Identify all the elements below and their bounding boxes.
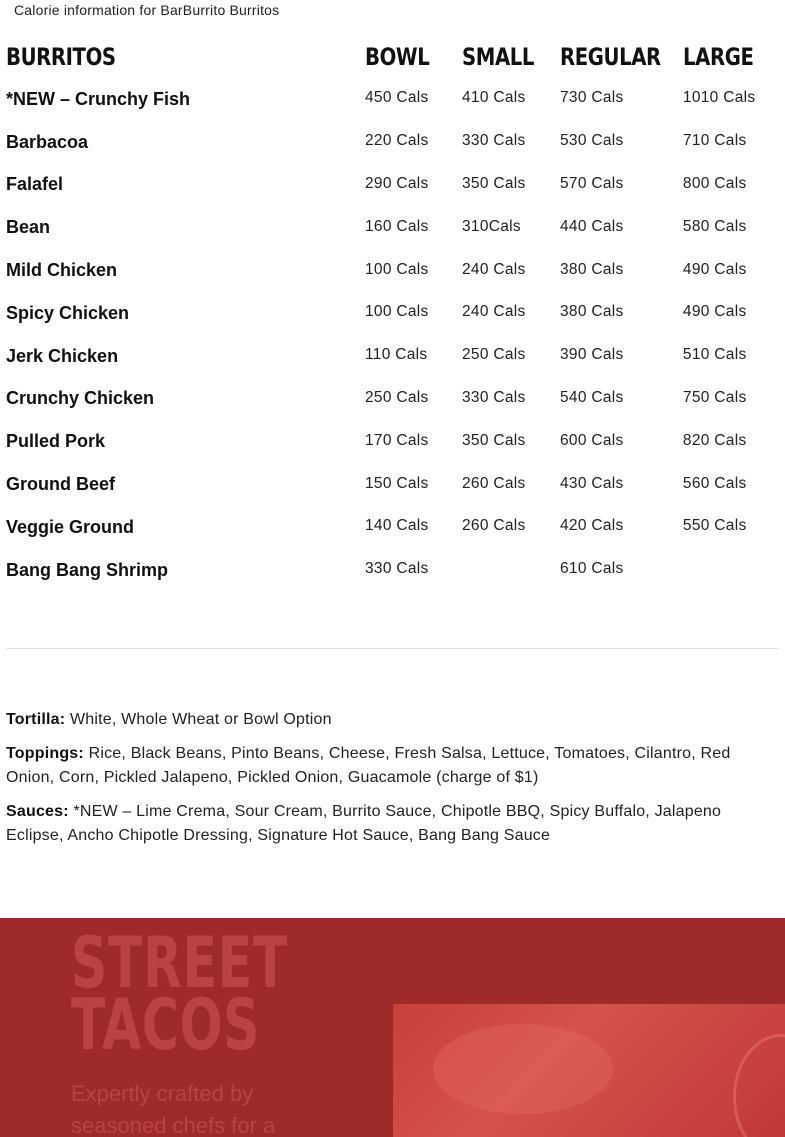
item-name: Falafel [6, 174, 64, 195]
sauces-info [6, 800, 746, 848]
tortilla-info [6, 708, 746, 732]
item-name: *NEW – Crunchy Fish [6, 88, 191, 109]
bowl-cals: 160 Cals [365, 217, 429, 235]
bowl-cals: 450 Cals [365, 89, 429, 107]
header-burritos: BURRITOS [6, 42, 116, 71]
promo-title [71, 922, 289, 1066]
table-row [6, 292, 778, 335]
table-row [6, 335, 778, 378]
large-cals: 580 Cals [682, 217, 747, 235]
small-cals: 260 Cals [462, 517, 526, 535]
item-name: Mild Chicken [6, 260, 118, 281]
small-cals: 260 Cals [462, 474, 526, 492]
small-cals: 350 Cals [462, 174, 526, 192]
photo-plate-edge [733, 1034, 785, 1137]
item-name: Pulled Pork [6, 431, 106, 452]
item-name: Bang Bang Shrimp [6, 559, 169, 580]
small-cals: 410 Cals [462, 89, 526, 107]
tacos-photo [393, 1004, 785, 1137]
table-row [6, 249, 778, 292]
item-name: Spicy Chicken [6, 302, 130, 323]
table-row [6, 463, 778, 506]
tortilla-label: Tortilla: [6, 711, 66, 728]
small-cals [462, 548, 560, 591]
large-cals: 820 Cals [682, 431, 747, 449]
regular-cals: 570 Cals [560, 174, 624, 192]
regular-cals: 390 Cals [560, 346, 624, 364]
street-tacos-section [0, 918, 785, 1137]
bowl-cals: 100 Cals [365, 303, 429, 321]
regular-cals: 380 Cals [560, 260, 624, 278]
header-regular: REGULAR [560, 42, 661, 71]
header-bowl: BOWL [365, 42, 430, 71]
item-name: Bean [6, 217, 51, 238]
toppings-text: Rice, Black Beans, Pinto Beans, Cheese, Fresh Salsa, Lettuce, Tomatoes, Cilantro, Red Onion, Corn, Pickled Jalapeno, Pickled Onion, Guacamole (charge of $1) [6, 745, 731, 786]
bowl-cals: 170 Cals [365, 431, 429, 449]
large-cals: 490 Cals [682, 260, 747, 278]
regular-cals: 540 Cals [560, 388, 624, 406]
header-small: SMALL [462, 42, 535, 71]
large-cals: 560 Cals [682, 474, 747, 492]
tortilla-text: White, Whole Wheat or Bowl Option [69, 711, 332, 728]
item-name: Crunchy Chicken [6, 388, 155, 409]
table-row [6, 378, 778, 421]
bowl-cals: 140 Cals [365, 517, 429, 535]
table-row [6, 420, 778, 463]
promo-subtitle: Expertly crafted by seasoned chefs for a [71, 1081, 276, 1137]
large-cals: 550 Cals [682, 517, 747, 535]
bowl-cals: 250 Cals [365, 388, 429, 406]
promo-title-line1: STREET [71, 922, 289, 1004]
item-name: Veggie Ground [6, 516, 135, 537]
small-cals: 330 Cals [462, 132, 526, 150]
bowl-cals: 220 Cals [365, 132, 429, 150]
regular-cals: 530 Cals [560, 132, 624, 150]
bowl-cals: 110 Cals [365, 346, 428, 364]
header-large: LARGE [682, 42, 754, 71]
large-cals [683, 548, 778, 591]
item-name: Ground Beef [6, 474, 116, 495]
small-cals: 250 Cals [462, 346, 526, 364]
regular-cals: 430 Cals [560, 474, 624, 492]
section-divider [6, 648, 779, 649]
table-row [6, 164, 778, 207]
regular-cals: 420 Cals [560, 517, 624, 535]
small-cals: 240 Cals [462, 303, 526, 321]
large-cals: 710 Cals [682, 132, 747, 150]
table-row [6, 506, 778, 549]
item-name: Barbacoa [6, 131, 89, 152]
table-row [6, 549, 778, 592]
sauces-text: *NEW – Lime Crema, Sour Cream, Burrito Sauce, Chipotle BBQ, Spicy Buffalo, Jalapeno Eclipse, Ancho Chipotle Dressing, Signature Hot Sauce, Bang Bang Sauce [6, 803, 722, 844]
regular-cals: 440 Cals [560, 217, 624, 235]
toppings-label: Toppings: [6, 745, 84, 762]
table-row [6, 206, 778, 249]
promo-title-line2: TACOS [71, 984, 261, 1066]
bowl-cals: 150 Cals [365, 474, 429, 492]
small-cals: 240 Cals [462, 260, 526, 278]
table-caption: Calorie information for BarBurrito Burritos [14, 2, 280, 18]
table-header-row [6, 35, 778, 78]
large-cals: 1010 Cals [682, 89, 756, 107]
bowl-cals: 290 Cals [365, 174, 429, 192]
large-cals: 490 Cals [682, 303, 747, 321]
sauces-label: Sauces: [6, 803, 69, 820]
small-cals: 310Cals [462, 217, 521, 235]
regular-cals: 380 Cals [560, 303, 624, 321]
regular-cals: 730 Cals [560, 89, 624, 107]
bowl-cals: 330 Cals [365, 560, 429, 578]
photo-highlight [433, 1024, 613, 1114]
bowl-cals: 100 Cals [365, 260, 429, 278]
large-cals: 750 Cals [682, 388, 747, 406]
calorie-table [6, 35, 778, 592]
large-cals: 510 Cals [682, 346, 747, 364]
table-row [6, 121, 778, 164]
small-cals: 350 Cals [462, 431, 526, 449]
item-name: Jerk Chicken [6, 345, 119, 366]
large-cals: 800 Cals [682, 174, 747, 192]
small-cals: 330 Cals [462, 388, 526, 406]
table-row [6, 78, 778, 121]
regular-cals: 610 Cals [560, 560, 624, 578]
toppings-info [6, 742, 746, 790]
regular-cals: 600 Cals [560, 431, 624, 449]
